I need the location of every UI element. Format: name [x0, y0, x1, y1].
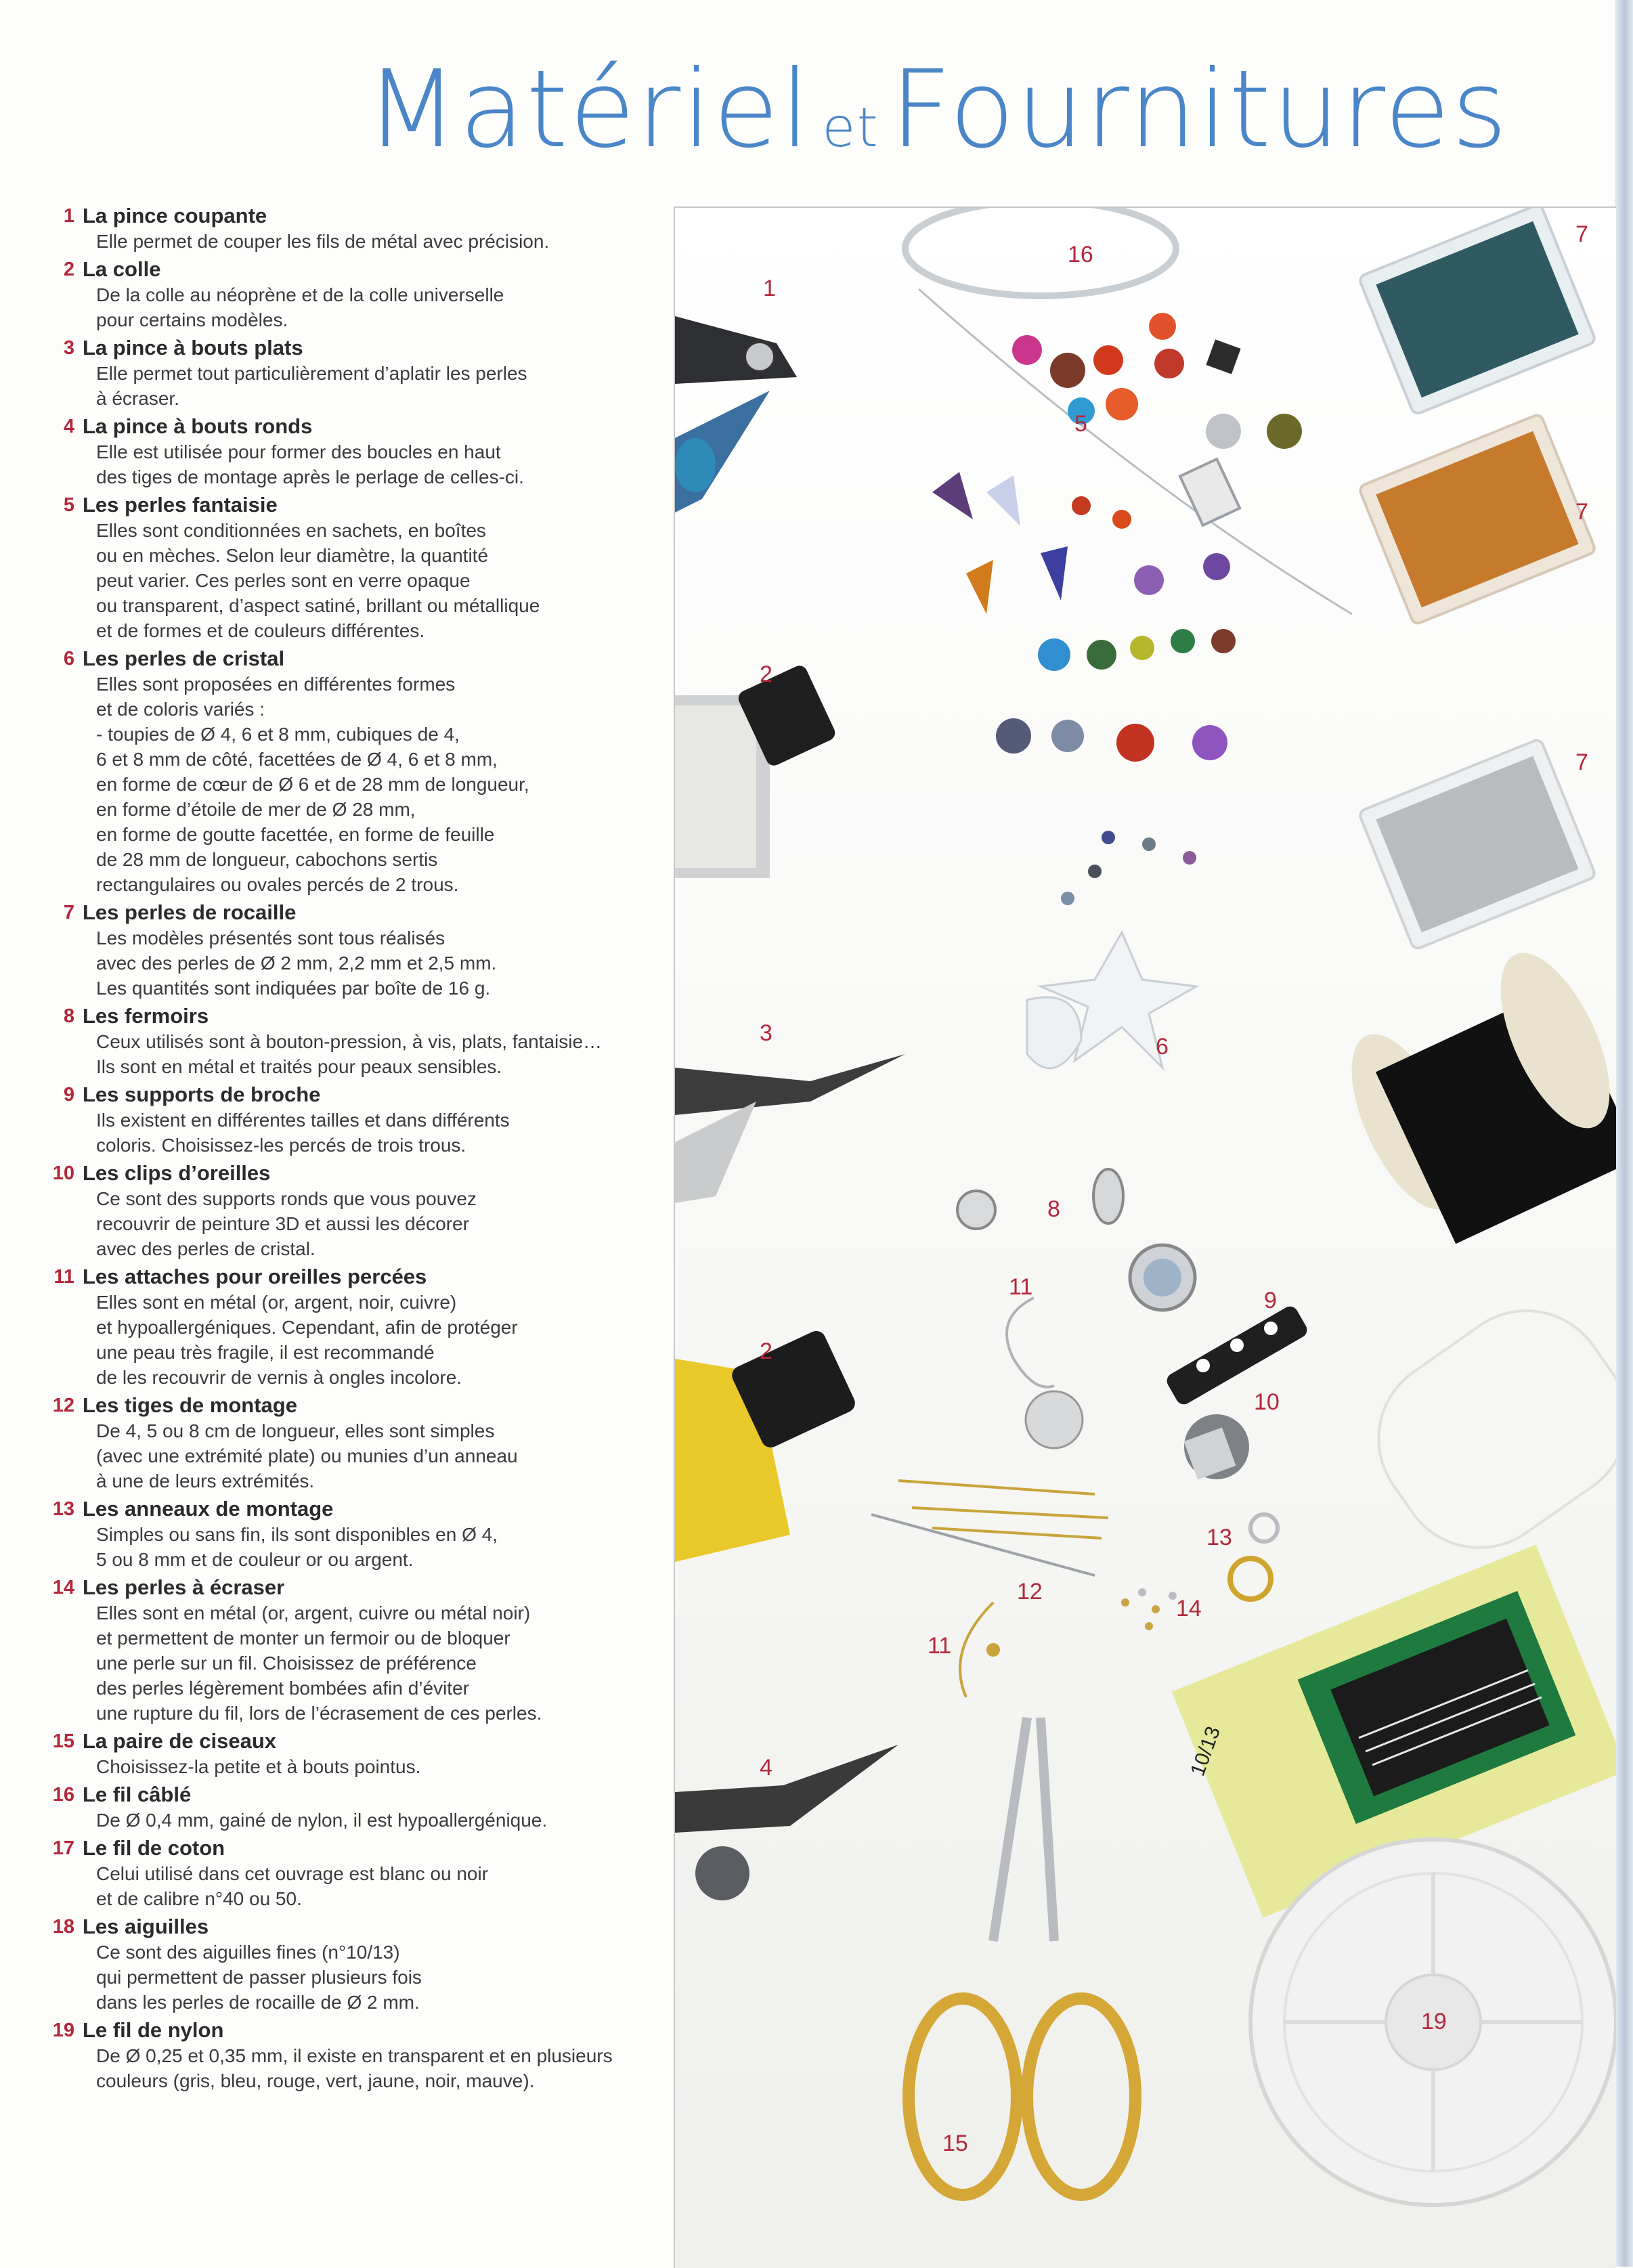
item-name: Les clips d’oreilles	[83, 1161, 271, 1185]
item-name: Les perles de rocaille	[83, 900, 297, 924]
item-description: Les modèles présentés sont tous réalisés avec des perles de Ø 2 mm, 2,2 mm et 2,5 mm. Les quantités sont indiquées par boîte de 16 g.	[96, 928, 497, 999]
item-number: 2	[63, 259, 74, 280]
head-pins	[871, 1481, 1108, 1575]
item-number: 5	[63, 494, 74, 516]
item-name: La pince coupante	[83, 204, 267, 227]
item-description: De Ø 0,25 et 0,35 mm, il existe en transparent et en plusieurs couleurs (gris, bleu, rouge, vert, jaune, noir, mauve).	[96, 2045, 613, 2091]
round-nose-pliers	[675, 1745, 898, 1900]
needle-size-text: 10/13	[1186, 1723, 1225, 1779]
item-description: Ce sont des aiguilles fines (n°10/13) qui permettent de passer plusieurs fois dans les perles de rocaille de Ø 2 mm.	[96, 1942, 422, 2013]
item-number: 8	[63, 1005, 74, 1027]
item-description: Elles sont en métal (or, argent, noir, cuivre) et hypoallergéniques. Cependant, afin de protéger une peau très fragile, il est recommandé de les recouvrir de vernis à ongles incolore.	[96, 1292, 518, 1388]
item-name: Les supports de broche	[83, 1083, 321, 1106]
photo-label: 8	[1047, 1196, 1060, 1222]
item-name: Le fil de nylon	[83, 2018, 224, 2042]
item-name: La colle	[83, 257, 161, 281]
item-number: 15	[52, 1730, 74, 1752]
seed-bead-box-blue	[1358, 208, 1596, 415]
item-description: Elles sont en métal (or, argent, cuivre ou métal noir) et permettent de monter un fermoir ou de bloquer une perle sur un fil. Choisissez de préférence des perles légèrement bombées afin d’éviter une rupture du fil, lors de l’écrasement de ces perles.	[96, 1602, 542, 1724]
photo-label: 7	[1575, 221, 1588, 247]
list-item	[47, 1082, 670, 1158]
photo-label: 3	[760, 1020, 772, 1046]
item-name: Le fil de coton	[83, 1836, 225, 1860]
item-name: Le fil câblé	[83, 1783, 192, 1806]
ear-wire-hook-silver	[1007, 1298, 1083, 1448]
item-description: Elles sont proposées en différentes formes et de coloris variés : - toupies de Ø 4, 6 et 8 mm, cubiques de 4, 6 et 8 mm de côté, facettées de Ø 4, 6 et 8 mm, en forme de cœur de Ø 6 et de 28 mm de longueur, en forme d’étoile de mer de Ø 28 mm, en forme de goutte facettée, en forme de feuille de 28 mm de longueur, cabochons sertis rectangulaires ou ovales percés de 2 trous.	[96, 674, 529, 895]
clasps-group	[957, 1169, 1195, 1310]
page-title	[366, 47, 1509, 183]
supplies-photo	[674, 206, 1616, 2268]
photo-label: 4	[760, 1755, 772, 1781]
item-description: Ils existent en différentes tailles et dans différents coloris. Choisissez-les percés de trois trous.	[96, 1110, 510, 1156]
item-description: Ce sont des supports ronds que vous pouvez recouvrir de peinture 3D et aussi les décorer avec des perles de cristal.	[96, 1188, 477, 1259]
crystal-beads-star	[1027, 831, 1196, 1068]
item-description: De la colle au néoprène et de la colle universelle pour certains modèles.	[96, 284, 504, 330]
item-number: 17	[52, 1837, 74, 1859]
photo-label: 6	[1156, 1034, 1169, 1060]
list-item	[47, 1835, 670, 1911]
item-description: Elle permet tout particulièrement d’aplatir les perles à écraser.	[96, 363, 527, 409]
ear-clip	[1184, 1414, 1249, 1479]
item-number: 16	[52, 1784, 74, 1806]
photo-label: 5	[1074, 411, 1087, 437]
crimp-beads	[1121, 1588, 1177, 1630]
item-number: 18	[52, 1916, 74, 1938]
item-name: Les perles fantaisie	[83, 493, 278, 517]
item-name: Les attaches pour oreilles percées	[83, 1265, 427, 1288]
ear-wire-hook-gold	[960, 1602, 1000, 1697]
brooch-support	[1164, 1303, 1310, 1407]
photo-label: 19	[1421, 2009, 1447, 2034]
photo-label: 11	[928, 1633, 952, 1659]
item-description: Elle est utilisée pour former des boucles en haut des tiges de montage après le perlage de celles-ci.	[96, 441, 524, 487]
item-name: Les fermoirs	[83, 1004, 209, 1028]
item-number: 11	[53, 1266, 74, 1288]
scissors	[909, 1718, 1135, 2195]
photo-label: 13	[1206, 1525, 1232, 1550]
list-item	[47, 1264, 670, 1390]
photo-label: 10	[1254, 1389, 1280, 1415]
black-thread-spool	[1329, 938, 1616, 1244]
photo-label: 1	[763, 276, 776, 301]
jump-rings	[1230, 1514, 1278, 1599]
list-item	[47, 646, 670, 897]
item-description: Elle permet de couper les fils de métal avec précision.	[96, 231, 550, 252]
white-thread-spool	[1347, 1279, 1616, 1579]
item-name: Les tiges de montage	[83, 1393, 297, 1417]
item-name: La pince à bouts plats	[83, 336, 303, 359]
item-number: 4	[63, 416, 74, 437]
title-part2: Fournitures	[890, 47, 1509, 172]
item-description: Ceux utilisés sont à bouton-pression, à vis, plats, fantaisie… Ils sont en métal et traités pour peaux sensibles.	[96, 1031, 603, 1077]
list-item	[47, 257, 670, 332]
item-number: 14	[52, 1577, 74, 1598]
list-item	[47, 1914, 670, 2015]
materials-list	[47, 203, 670, 2096]
title-joiner: et	[822, 96, 879, 159]
item-number: 3	[63, 337, 74, 359]
photo-label: 7	[1575, 749, 1588, 775]
wire-cutter-image	[675, 316, 797, 513]
photo-label: 11	[1009, 1274, 1033, 1300]
item-name: Les perles à écraser	[83, 1575, 285, 1599]
item-number: 12	[52, 1395, 74, 1416]
item-number: 7	[63, 902, 74, 923]
photo-label: 2	[760, 661, 772, 687]
list-item	[47, 1575, 670, 1726]
list-item	[47, 2018, 670, 2093]
list-item	[47, 1728, 670, 1779]
fancy-beads-cluster	[932, 313, 1302, 762]
photo-label: 9	[1264, 1288, 1277, 1313]
supplies-illustration	[675, 208, 1616, 2268]
flat-nose-pliers	[675, 1054, 905, 1203]
item-number: 19	[52, 2020, 74, 2041]
item-number: 1	[63, 205, 74, 227]
list-item	[47, 414, 670, 489]
item-number: 6	[63, 648, 74, 670]
item-name: Les perles de cristal	[83, 647, 285, 670]
item-description: Choisissez-la petite et à bouts pointus.	[96, 1756, 421, 1777]
photo-label: 2	[760, 1338, 772, 1364]
list-item	[47, 203, 670, 254]
item-name: La paire de ciseaux	[83, 1729, 277, 1753]
item-description: De Ø 0,4 mm, gainé de nylon, il est hypoallergénique.	[96, 1810, 548, 1831]
photo-label: 12	[1017, 1579, 1043, 1605]
item-number: 10	[52, 1162, 74, 1184]
photo-label: 14	[1176, 1596, 1202, 1621]
list-item	[47, 1160, 670, 1261]
list-item	[47, 492, 670, 643]
item-description: Simples ou sans fin, ils sont disponibles en Ø 4, 5 ou 8 mm et de couleur or ou argent.	[96, 1524, 498, 1570]
photo-label: 15	[942, 2131, 968, 2156]
list-item	[47, 1782, 670, 1833]
seed-bead-box-orange	[1358, 414, 1596, 626]
list-item	[47, 1393, 670, 1493]
page-binding-edge	[1615, 0, 1633, 2267]
list-item	[47, 900, 670, 1001]
item-description: Elles sont conditionnées en sachets, en boîtes ou en mèches. Selon leur diamètre, la quantité peut varier. Ces perles sont en verre opaque ou transparent, d’aspect satiné, brillant ou métallique et de formes et de couleurs différentes.	[96, 520, 540, 641]
photo-label: 16	[1068, 242, 1093, 267]
glue-tube-black	[675, 663, 837, 878]
seed-bead-box-silver	[1358, 739, 1596, 951]
list-item	[47, 335, 670, 411]
list-item	[47, 1496, 670, 1572]
item-description: De 4, 5 ou 8 cm de longueur, elles sont simples (avec une extrémité plate) ou munies d’un anneau à une de leurs extrémités.	[96, 1420, 518, 1491]
item-name: Les anneaux de montage	[83, 1497, 334, 1521]
item-name: La pince à bouts ronds	[83, 414, 313, 438]
title-part1: Matériel	[366, 47, 812, 172]
list-item	[47, 1003, 670, 1079]
item-description: Celui utilisé dans cet ouvrage est blanc ou noir et de calibre n°40 ou 50.	[96, 1863, 489, 1909]
item-number: 9	[63, 1084, 74, 1106]
item-number: 13	[52, 1498, 74, 1520]
item-name: Les aiguilles	[83, 1915, 209, 1938]
photo-label: 7	[1575, 499, 1588, 525]
